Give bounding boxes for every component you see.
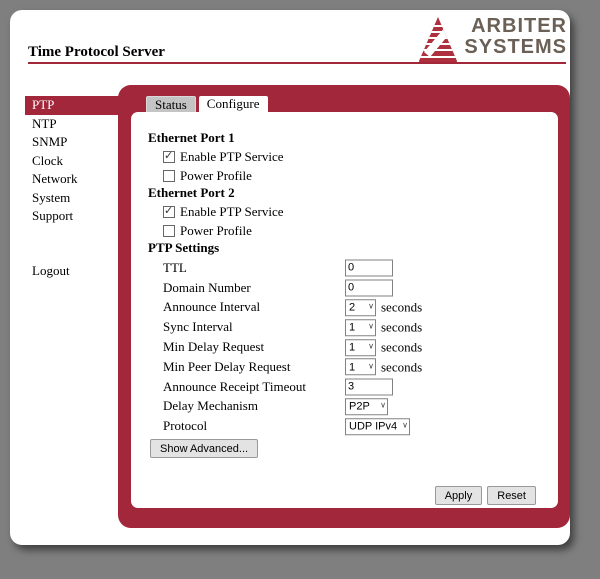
panel-buttons [435, 486, 536, 505]
field-label: Domain Number [163, 279, 251, 295]
form-row-protocol [148, 416, 558, 436]
configure-form [131, 112, 558, 458]
domain-number-input[interactable] [345, 279, 393, 296]
tab-configure[interactable]: Configure [199, 96, 268, 112]
logo-line2: SYSTEMS [464, 36, 567, 58]
sidebar-item-logout[interactable]: Logout [32, 262, 70, 278]
announce-receipt-timeout-input[interactable] [345, 378, 393, 395]
enable-ptp-service-port1-checkbox[interactable] [163, 151, 175, 163]
chevron-down-icon: ∨ [368, 361, 374, 371]
field-label: Announce Receipt Timeout [163, 378, 306, 394]
sidebar-item-support[interactable]: Support [32, 208, 74, 223]
chevron-down-icon: ∨ [368, 341, 374, 351]
field-label: TTL [163, 259, 187, 275]
section-heading-ethernet-port-1: Ethernet Port 1 [148, 130, 235, 145]
form-row-announce-receipt-timeout [148, 377, 558, 397]
ttl-input[interactable] [345, 259, 393, 276]
form-row-min-delay-request [148, 337, 558, 357]
enable-ptp-service-port2-checkbox[interactable] [163, 206, 175, 218]
header-divider [28, 62, 566, 64]
chevron-down-icon: ∨ [368, 301, 374, 311]
unit-label: seconds [381, 339, 423, 355]
checkbox-row [148, 148, 558, 167]
chevron-down-icon: ∨ [402, 420, 408, 430]
sidebar-item-network[interactable]: Network [32, 171, 78, 186]
tab-bar [146, 96, 271, 112]
field-label: Delay Mechanism [163, 398, 258, 414]
min-peer-delay-request-select[interactable] [345, 359, 376, 376]
logo-text [464, 16, 567, 58]
sync-interval-select[interactable] [345, 319, 376, 336]
power-profile-port1-checkbox[interactable] [163, 170, 175, 182]
sidebar-item-snmp[interactable]: SNMP [32, 134, 68, 149]
checkbox-row [148, 203, 558, 222]
show-advanced-button[interactable]: Show Advanced... [150, 439, 258, 458]
checkbox-label: Enable PTP Service [180, 149, 284, 165]
page [10, 10, 570, 545]
arbiter-systems-logo [419, 15, 567, 63]
delay-mechanism-select[interactable] [345, 398, 388, 415]
chevron-down-icon: ∨ [368, 321, 374, 331]
min-delay-request-select[interactable] [345, 339, 376, 356]
apply-button[interactable]: Apply [435, 486, 483, 505]
sidebar-item-system[interactable]: System [32, 189, 71, 205]
unit-label: seconds [381, 358, 423, 374]
field-label: Min Delay Request [163, 339, 265, 355]
unit-label: seconds [381, 319, 423, 335]
form-row-min-peer-delay-request [148, 357, 558, 377]
arbiter-pyramid-icon [419, 17, 457, 63]
form-row-ttl [148, 258, 558, 278]
form-row-sync-interval [148, 317, 558, 337]
logo-line1: ARBITER [471, 15, 567, 37]
tab-status[interactable]: Status [146, 96, 196, 112]
power-profile-port2-checkbox[interactable] [163, 225, 175, 237]
reset-button[interactable]: Reset [487, 486, 536, 505]
checkbox-label: Enable PTP Service [180, 204, 284, 220]
field-label: Sync Interval [163, 319, 233, 335]
form-row-domain-number [148, 278, 558, 298]
form-row-delay-mechanism [148, 397, 558, 417]
field-label: Min Peer Delay Request [163, 358, 291, 374]
sidebar-item-ptp[interactable]: PTP [25, 96, 131, 115]
page-title: Time Protocol Server [28, 44, 165, 60]
checkbox-row [148, 167, 558, 186]
checkbox-row [148, 222, 558, 241]
section-heading-ethernet-port-2: Ethernet Port 2 [148, 185, 235, 200]
content-frame [118, 85, 570, 528]
field-label: Protocol [163, 418, 208, 434]
sidebar-item-ntp[interactable]: NTP [32, 115, 57, 131]
protocol-select[interactable] [345, 418, 410, 435]
unit-label: seconds [381, 299, 423, 315]
checkbox-label: Power Profile [180, 222, 252, 238]
configure-panel [131, 112, 558, 508]
announce-interval-select[interactable] [345, 299, 376, 316]
section-heading-ptp-settings: PTP Settings [148, 240, 220, 255]
field-label: Announce Interval [163, 299, 261, 315]
sidebar-item-clock[interactable]: Clock [32, 152, 64, 168]
form-row-announce-interval [148, 298, 558, 318]
checkbox-label: Power Profile [180, 167, 252, 183]
chevron-down-icon: ∨ [380, 400, 386, 410]
